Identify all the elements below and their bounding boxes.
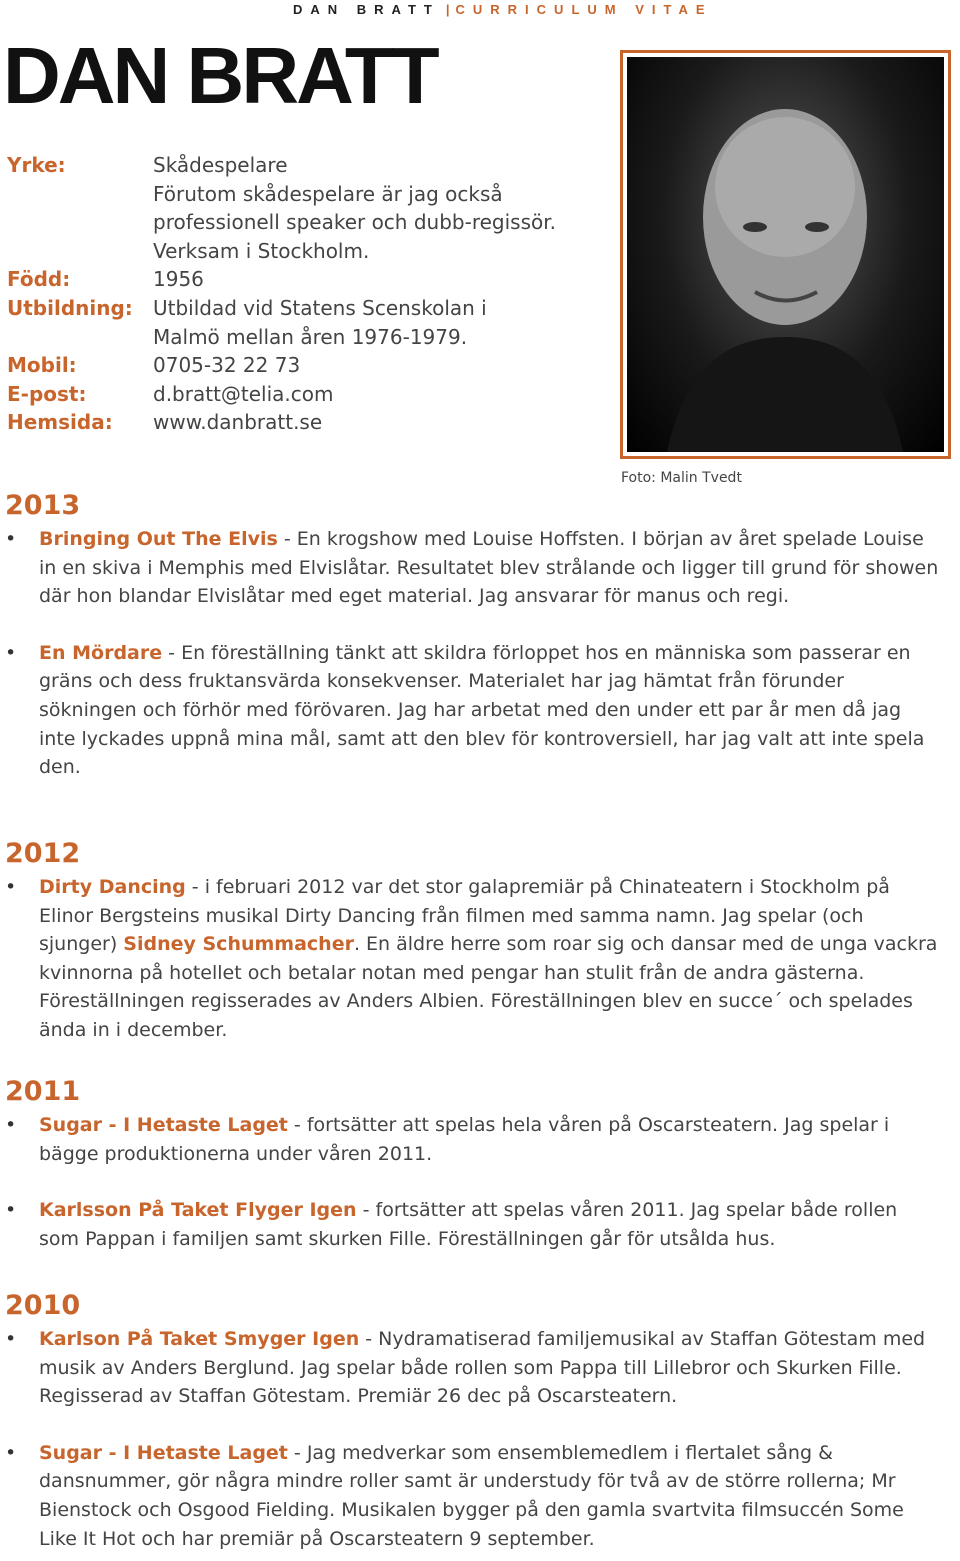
info-block (7, 151, 556, 437)
item-title: Bringing Out The Elvis (39, 528, 278, 550)
info-label: Mobil: (7, 353, 77, 378)
info-label: Utbildning: (7, 295, 133, 320)
year-heading: 2013 (5, 490, 81, 521)
list-item (5, 873, 940, 1045)
item-text: . En äldre herre som roar sig och dansar med de unga vackra kvinnorna på hotellet och betalar notan med pengar han stulit från de andra gästerna. Föreställningen regisserades av Anders Albien. Föreställningen blev en succe´ och spelades ända in i december. (39, 933, 938, 1041)
info-row-yrke (7, 151, 556, 265)
item-title: Sugar - I Hetaste Laget (39, 1114, 288, 1136)
list-item (5, 1196, 940, 1253)
portrait-photo (620, 50, 951, 459)
info-line: Utbildad vid Statens Scenskolan i (153, 295, 487, 320)
info-value (153, 294, 487, 351)
info-value: 0705-32 22 73 (153, 353, 301, 378)
item-title: Dirty Dancing (39, 876, 186, 898)
item-title: En Mördare (39, 641, 163, 664)
item-text: - En föreställning tänkt att skildra förloppet hos en människa som passerar en gräns och dess fruktansvärda konsekvenser. Materialet har jag hämtat från förunder sökningen och förhör med förövaren. Jag har arbetat med den under ett par år men då jag inte lyckades uppnå mina mål, samt att den blev för kontroversiell, har jag valt att inte spela den. (39, 641, 925, 779)
section-2010 (5, 1292, 940, 1553)
item-text: - Nydramatiserad familjemusikal av Staffan Götestam med musik av Anders Berglund. Jag spelar både rollen som Pappa till Lillebror och Skurken Fille. Regisserad av Staffan Götestam. Premiär 26 dec på Oscarsteatern. (39, 1328, 926, 1408)
year-heading: 2012 (5, 838, 81, 869)
info-row-epost (7, 380, 556, 409)
item-title: Sugar - I Hetaste Laget (39, 1441, 288, 1464)
year-heading: 2011 (5, 1076, 81, 1107)
info-line: Skådespelare (153, 153, 288, 177)
website-link[interactable]: www.danbratt.se (153, 410, 323, 435)
info-line: Verksam i Stockholm. (153, 238, 370, 263)
list-item (5, 639, 940, 782)
header-separator: | (445, 2, 450, 17)
item-title: Karlson På Taket Smyger Igen (39, 1328, 360, 1350)
info-line: Förutom skådespelare är jag också (153, 181, 503, 206)
section-2012 (5, 840, 940, 1045)
item-text: - fortsätter att spelas våren 2011. Jag spelar både rollen som Pappan i familjen samt skurken Fille. Föreställningen går för utsålda hus. (39, 1199, 898, 1250)
list-item (5, 1439, 940, 1553)
list-item (5, 1325, 940, 1411)
info-label: Född: (7, 267, 71, 292)
info-value (153, 151, 556, 265)
info-label: E-post: (7, 381, 87, 406)
portrait-image (627, 57, 944, 452)
info-label: Hemsida: (7, 410, 113, 435)
header-subtitle: CURRICULUM VITAE (455, 2, 713, 17)
item-text: - i februari 2012 var det stor galapremiär på Chinateatern i Stockholm på Elinor Bergsteins musikal Dirty Dancing från filmen med samma namn. Jag spelar (och sjunger) (39, 876, 890, 956)
email-link[interactable]: d.bratt@telia.com (153, 381, 334, 406)
photo-credit: Foto: Malin Tvedt (621, 470, 742, 486)
info-line: professionell speaker och dubb-regissör. (153, 210, 556, 235)
item-text: - En krogshow med Louise Hoffsten. I början av året spelade Louise in en skiva i Memphis med Elvislåtar. Resultatet blev strålande och ligger till grund för showen där hon blandar Elvislåtar med eget material. Jag ansvarar för manus och regi. (39, 528, 939, 608)
item-title: Karlsson På Taket Flyger Igen (39, 1199, 357, 1222)
list-item (5, 525, 940, 611)
info-row-utbildning (7, 294, 556, 351)
header-name: DAN BRATT (293, 2, 440, 17)
info-line: Malmö mellan åren 1976-1979. (153, 324, 468, 349)
list-item (5, 1111, 940, 1168)
section-2011 (5, 1078, 940, 1253)
info-row-fodd (7, 265, 556, 294)
info-row-mobil (7, 351, 556, 380)
item-text: - Jag medverkar som ensemblemedlem i flertalet sång & dansnummer, gör några mindre roller samt är understudy för två av de större rollerna; Mr Bienstock och Osgood Fielding. Musikalen bygger på den gamla svartvita filmsuccén Some Like It Hot och har premiär på Oscarsteatern 9 september. (39, 1441, 904, 1550)
info-row-hemsida (7, 408, 556, 437)
page-title: DAN BRATT (3, 31, 437, 120)
info-value: 1956 (153, 267, 204, 292)
item-text: - fortsätter att spelas hela våren på Oscarsteatern. Jag spelar i bägge produktionerna under våren 2011. (39, 1114, 890, 1165)
year-heading: 2010 (5, 1290, 81, 1321)
header-bar (293, 2, 713, 17)
item-role: Sidney Schummacher (123, 933, 354, 956)
portrait-silhouette-icon (627, 57, 944, 452)
section-2013 (5, 492, 940, 782)
info-label: Yrke: (7, 153, 66, 177)
